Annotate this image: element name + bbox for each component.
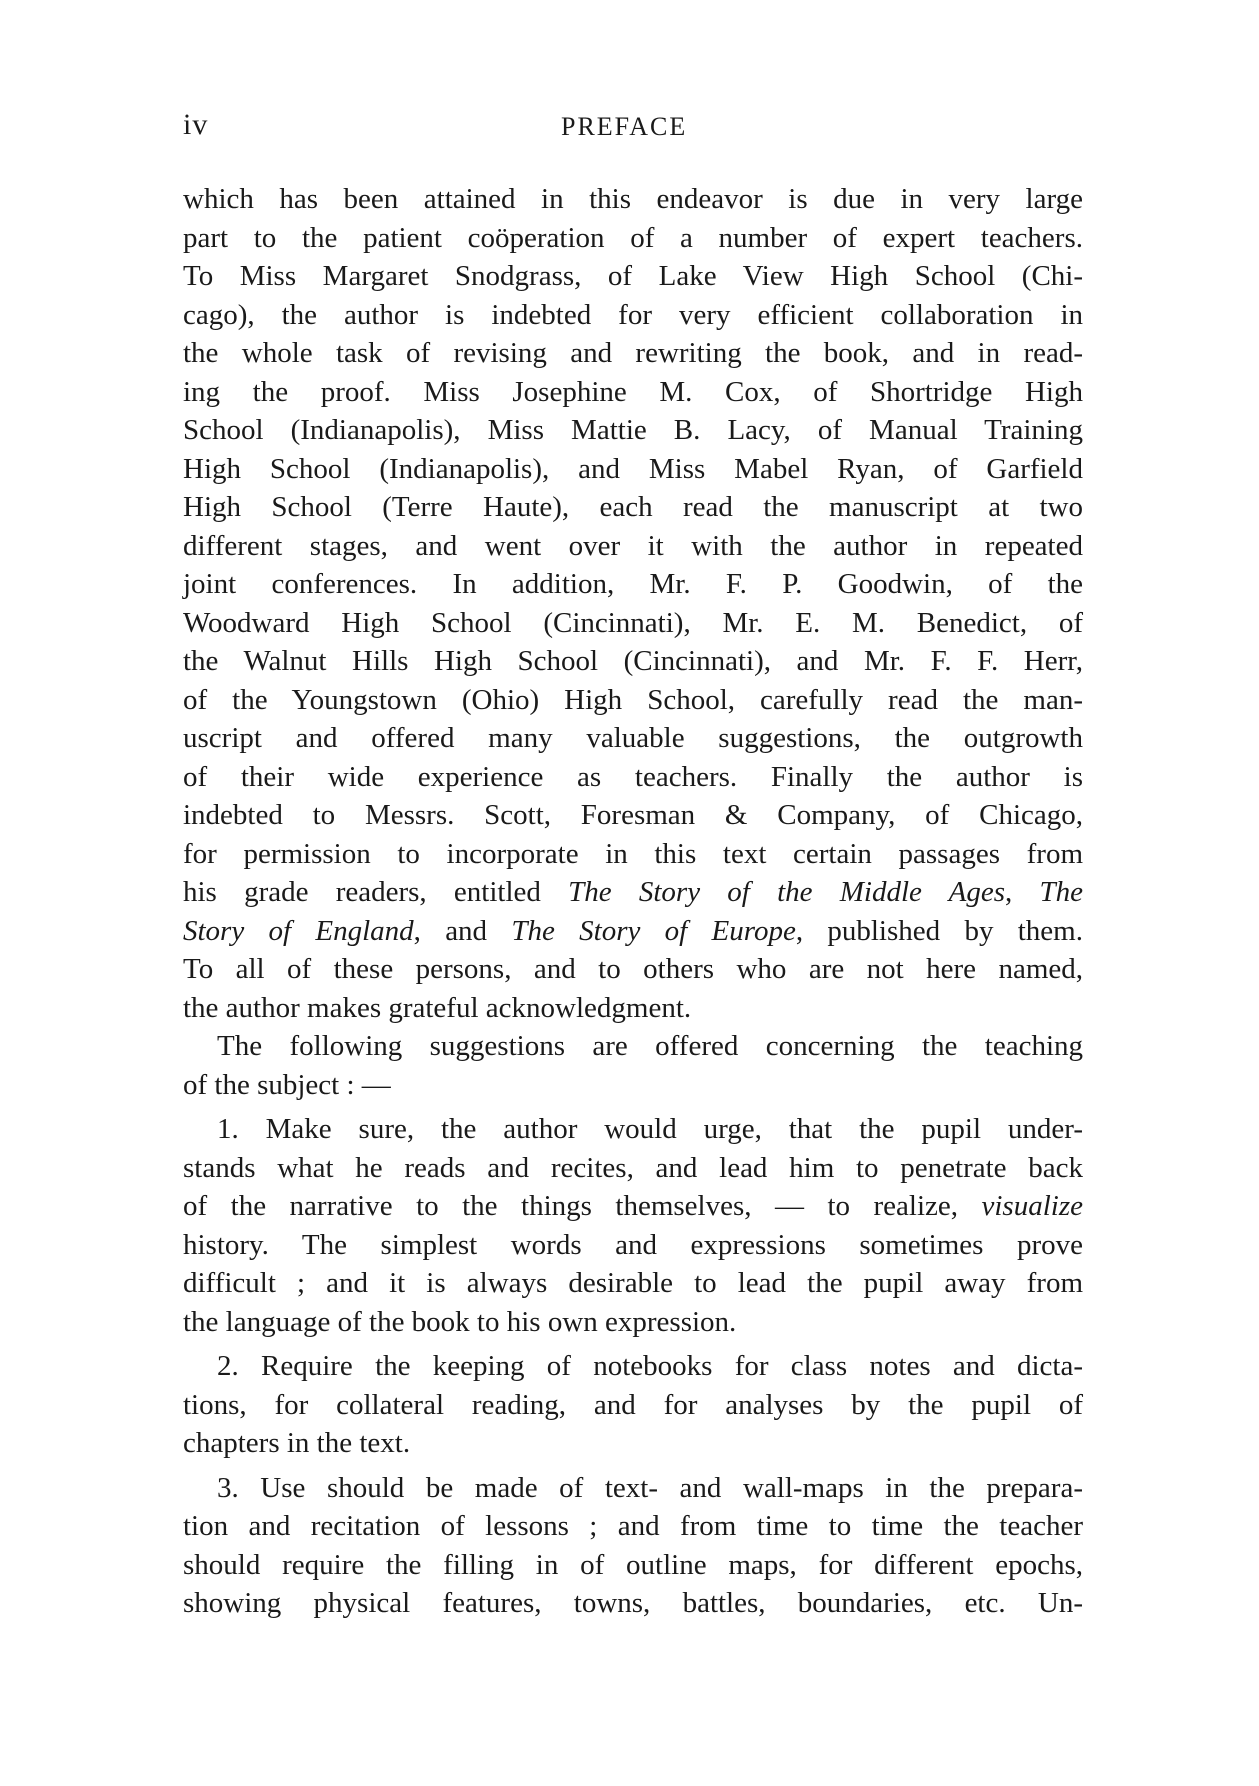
text-line: indebted to Messrs. Scott, Foresman & Company, of Chicago, [183,799,1083,831]
text-line [183,873,1083,912]
text-line: history. The simplest words and expressions sometimes prove [183,1228,1083,1261]
text-run: , published by them. [795,914,1083,947]
page-header [183,108,1083,148]
text-line: of the subject : — [183,1068,391,1101]
text-line: of the Youngstown (Ohio) High School, carefully read the man- [183,683,1083,716]
text-line: ing the proof. Miss Josephine M. Cox, of Shortridge High [183,375,1083,408]
text-line: difficult ; and it is always desirable to lead the pupil away from [183,1267,1083,1299]
text-line: chapters in the text. [183,1427,411,1459]
text-line: for permission to incorporate in this text certain passages from [183,837,1083,870]
text-line: which has been attained in this endeavor is due in very large [183,183,1083,215]
text-line: of their wide experience as teachers. Finally the author is [183,760,1083,793]
book-title-england: Story of England [183,914,414,947]
text-line: tions, for collateral reading, and for analyses by the pupil of [183,1388,1083,1421]
text-line: the Walnut Hills High School (Cincinnati), and Mr. F. F. Herr, [183,645,1083,677]
text-line [183,912,1083,951]
text-line: School (Indianapolis), Miss Mattie B. Lacy, of Manual Training [183,414,1083,446]
text-line: different stages, and went over it with the author in repeated [183,529,1083,562]
text-line: The following suggestions are offered concerning the teaching [217,1030,1083,1062]
text-line: stands what he reads and recites, and lead him to penetrate back [183,1151,1083,1184]
book-title-europe: The Story of Europe [511,914,796,947]
text-line: To all of these persons, and to others who are not here named, [183,953,1083,985]
text-line: joint conferences. In addition, Mr. F. P. Goodwin, of the [183,568,1083,600]
text-run: , and [413,914,512,947]
text-line: uscript and offered many valuable suggestions, the outgrowth [183,722,1083,754]
text-line: showing physical features, towns, battles, boundaries, etc. Un- [183,1587,1083,1619]
list-item-2-line: 2. Require the keeping of notebooks for class notes and dicta- [217,1350,1083,1382]
book-title-middle-ages: The Story of the Middle Ages [568,876,1005,908]
book-title-fragment: The [1039,876,1083,908]
text-line: should require the filling in of outline maps, for different epochs, [183,1548,1083,1581]
text-line: the author makes grateful acknowledgment. [183,991,692,1024]
page-number: iv [183,108,209,141]
text-line: Woodward High School (Cincinnati), Mr. E. M. Benedict, of [183,606,1083,639]
text-run: his grade readers, entitled [183,876,569,908]
text-run: of the narrative to the things themselves, — to realize, [183,1190,982,1222]
emphasis-visualize: visualize [981,1190,1083,1222]
text-line: High School (Indianapolis), and Miss Mabel Ryan, of Garfield [183,452,1083,485]
list-item-3-line: 3. Use should be made of text- and wall-maps in the prepara- [217,1471,1083,1504]
text-run: , [1005,876,1040,908]
text-line: part to the patient coöperation of a number of expert teachers. [183,221,1083,254]
list-item-1-line: 1. Make sure, the author would urge, that the pupil under- [217,1113,1083,1145]
text-line: the language of the book to his own expression. [183,1305,737,1338]
text-line: the whole task of revising and rewriting the book, and in read- [183,337,1083,369]
text-line [183,1187,1083,1226]
text-line: To Miss Margaret Snodgrass, of Lake View High School (Chi- [183,260,1083,292]
running-title: PREFACE [561,112,688,141]
preface-body [183,180,1083,1623]
text-line: tion and recitation of lessons ; and from time to time the teacher [183,1510,1083,1542]
text-line: cago), the author is indebted for very efficient collaboration in [183,298,1083,331]
text-line: High School (Terre Haute), each read the manuscript at two [183,491,1083,523]
